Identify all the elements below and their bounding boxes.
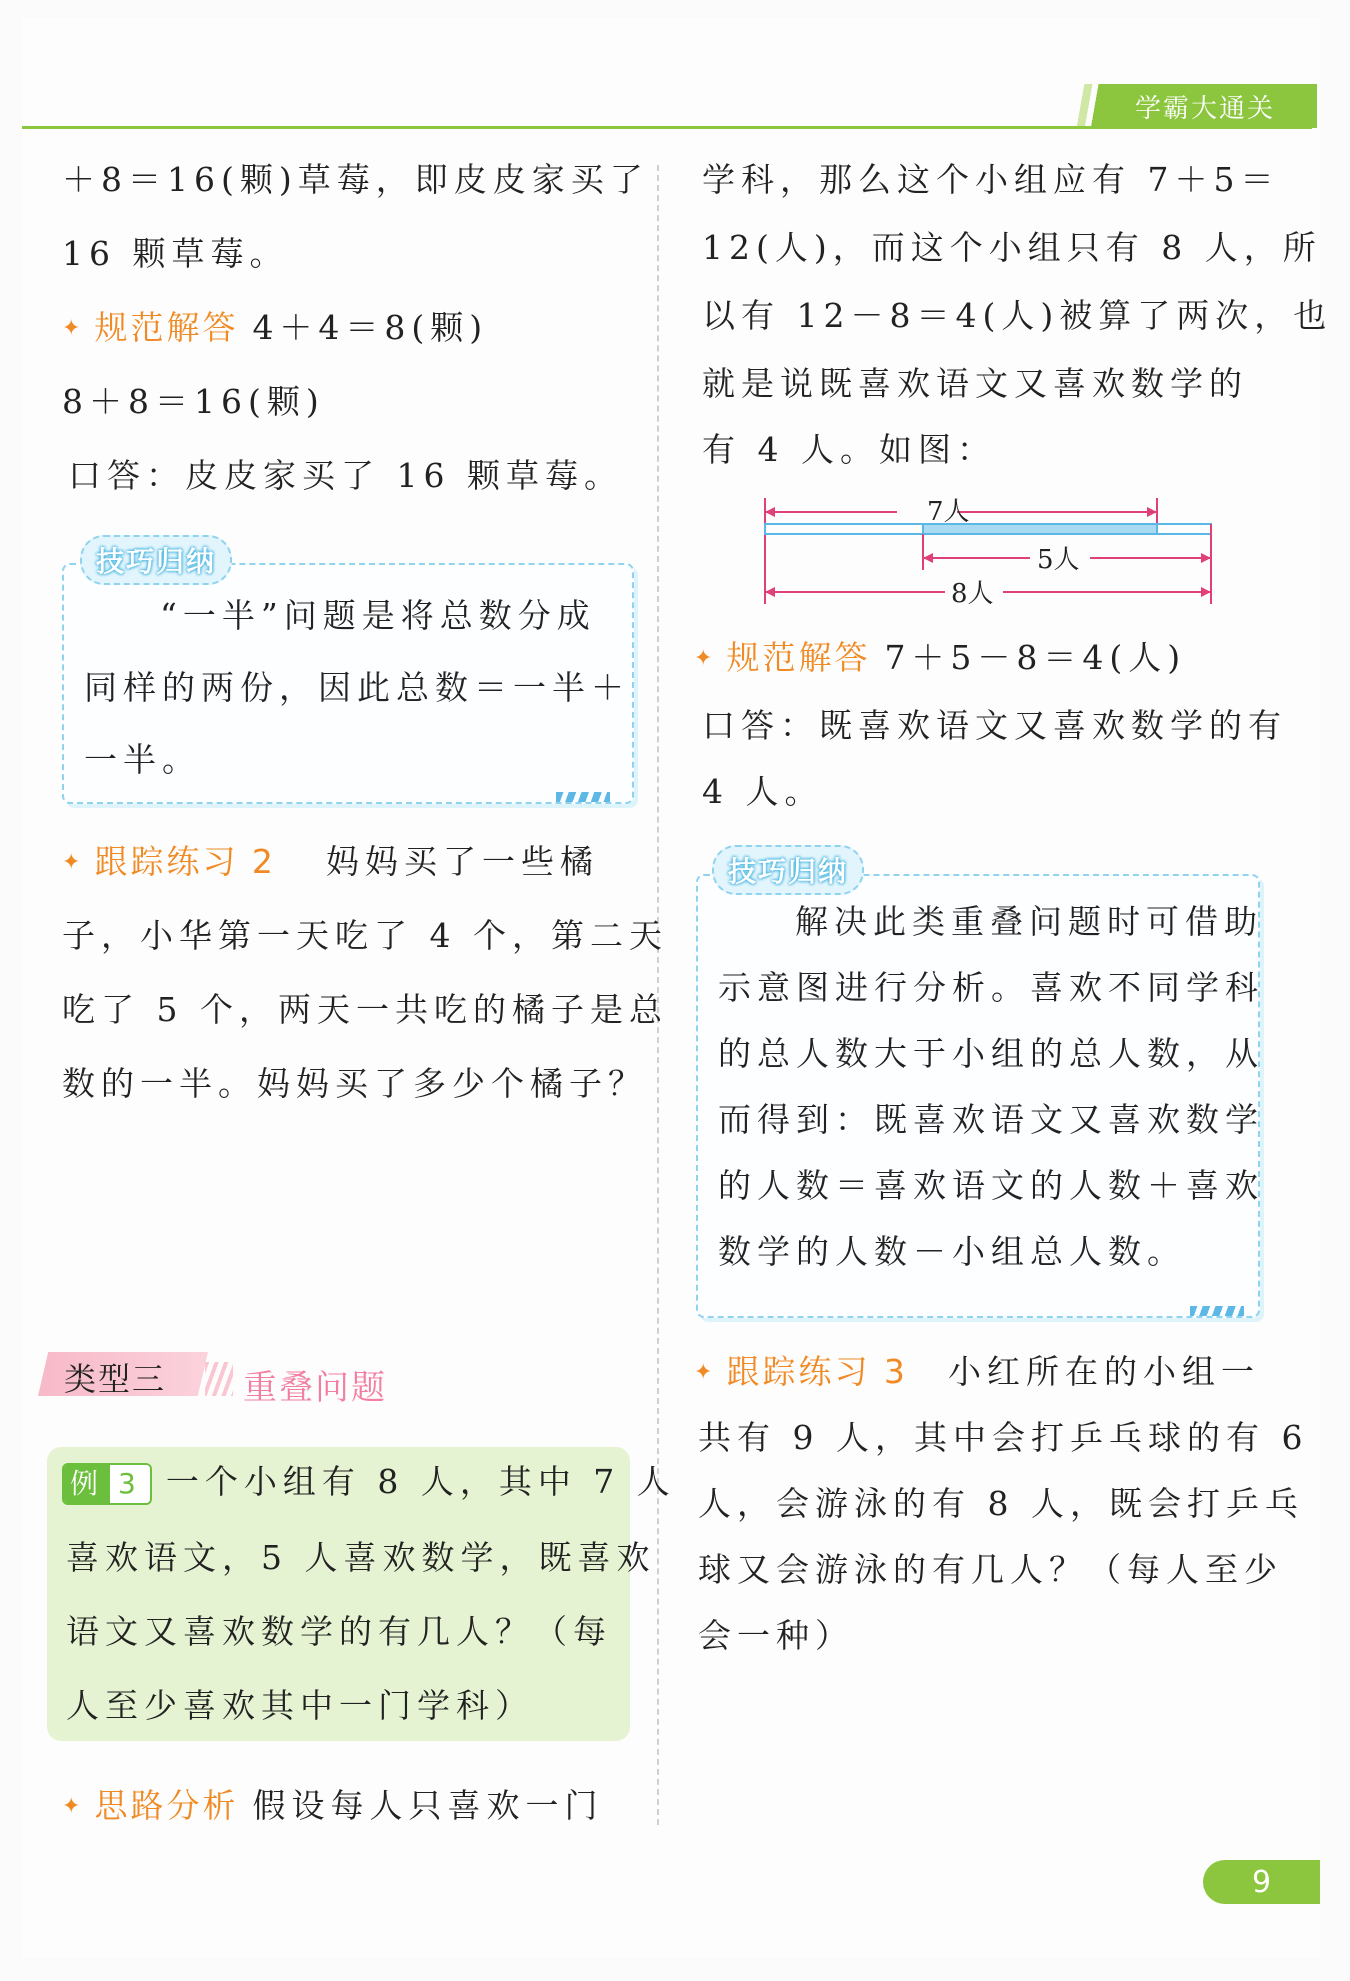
analysis-line	[62, 1786, 603, 1831]
text-line: 就是说既喜欢语文又喜欢数学的	[702, 364, 1248, 403]
type-decoration	[205, 1362, 233, 1396]
text-line: 口答：皮皮家买了 16 颗草莓。	[68, 456, 623, 495]
example-badge	[62, 1463, 152, 1505]
diagram-label-chinese: 7人	[927, 497, 970, 527]
tip-stripes	[556, 792, 610, 802]
practice-text: 子，小华第一天吃了 4 个，第二天	[62, 916, 668, 955]
example-text: 语文又喜欢数学的有几人？（每	[66, 1612, 612, 1651]
analysis-label: 思路分析	[94, 1786, 239, 1825]
arrowhead	[923, 553, 933, 563]
answer-text: 7＋5－8＝4(人)	[884, 638, 1187, 677]
practice-text: 球又会游泳的有几人？（每人至少	[698, 1550, 1283, 1589]
arrowhead	[1201, 587, 1211, 597]
text-line: 口答：既喜欢语文又喜欢数学的有	[702, 706, 1287, 745]
example-badge-number: 3	[110, 1465, 150, 1503]
tip-text: 一半。	[84, 740, 201, 779]
text-line: 12(人)，而这个小组只有 8 人，所	[702, 228, 1322, 267]
arrowhead	[1147, 507, 1157, 517]
tip-text: 解决此类重叠问题时可借助	[795, 902, 1263, 941]
answer-line	[62, 308, 488, 353]
tip-text: “一半”问题是将总数分成	[160, 596, 596, 635]
practice-text: 数的一半。妈妈买了多少个橘子？	[62, 1064, 647, 1103]
star-icon: ✦	[694, 646, 719, 671]
star-icon: ✦	[62, 850, 87, 875]
diagram-label-total: 8人	[951, 579, 994, 609]
practice-text: 小红所在的小组一	[947, 1352, 1260, 1391]
arrowhead	[765, 587, 775, 597]
answer-label: 规范解答	[726, 638, 871, 677]
arrowhead	[765, 507, 775, 517]
answer-label: 规范解答	[94, 308, 239, 347]
tip-text: 的人数＝喜欢语文的人数＋喜欢	[718, 1166, 1264, 1205]
text-line: 8＋8＝16(颗)	[62, 382, 325, 421]
practice-text: 共有 9 人，其中会打乒乓球的有 6	[698, 1418, 1309, 1457]
answer-text: 4＋4＝8(颗)	[252, 308, 489, 347]
tip-text: 同样的两份，因此总数＝一半＋	[84, 668, 630, 707]
practice-text: 人，会游泳的有 8 人，既会打乒乓	[698, 1484, 1304, 1523]
practice-line	[62, 842, 599, 887]
practice-line	[694, 1352, 1260, 1397]
type-label: 类型三	[64, 1360, 167, 1398]
text-line: 有 4 人。如图：	[702, 430, 996, 469]
tip-badge: 技巧归纳	[80, 535, 232, 585]
header-title: 学霸大通关	[1134, 93, 1275, 124]
tip-text: 示意图进行分析。喜欢不同学科	[718, 968, 1264, 1007]
tip-text: 而得到：既喜欢语文又喜欢数学	[718, 1100, 1264, 1139]
practice-label: 跟踪练习 2	[94, 842, 276, 881]
arrowhead	[1201, 553, 1211, 563]
text-line: 16 颗草莓。	[62, 234, 289, 273]
answer-line	[694, 638, 1186, 683]
header-rule	[22, 126, 1312, 129]
text-line: 学科，那么这个小组应有 7＋5＝	[702, 160, 1280, 199]
star-icon: ✦	[694, 1360, 719, 1385]
page-number: 9	[1203, 1860, 1320, 1904]
diagram-label-math: 5人	[1037, 545, 1080, 575]
practice-text: 会一种）	[698, 1616, 854, 1655]
example-text: 人至少喜欢其中一门学科）	[66, 1686, 534, 1725]
practice-text: 妈妈买了一些橘	[325, 842, 599, 881]
tip-badge: 技巧归纳	[712, 845, 864, 895]
text-line: ＋8＝16(颗)草莓，即皮皮家买了	[62, 160, 649, 199]
example-badge-prefix: 例	[64, 1465, 110, 1503]
star-icon: ✦	[62, 316, 87, 341]
practice-text: 吃了 5 个，两天一共吃的橘子是总	[62, 990, 668, 1029]
example-text: 一个小组有 8 人，其中 7 人	[165, 1462, 676, 1501]
text-line: 以有 12－8＝4(人)被算了两次，也	[702, 296, 1333, 335]
type-title: 重叠问题	[243, 1368, 387, 1408]
practice-label: 跟踪练习 3	[726, 1352, 908, 1391]
analysis-text: 假设每人只喜欢一门	[252, 1786, 604, 1825]
header-tab	[1062, 84, 1317, 128]
overlap-diagram	[745, 488, 1225, 618]
text-line: 4 人。	[702, 772, 824, 811]
example-text: 喜欢语文，5 人喜欢数学，既喜欢	[66, 1538, 656, 1577]
tip-text: 的总人数大于小组的总人数，从	[718, 1034, 1264, 1073]
star-icon: ✦	[62, 1794, 87, 1819]
tip-text: 数学的人数－小组总人数。	[718, 1232, 1186, 1271]
tip-stripes	[1190, 1306, 1244, 1316]
example-line	[62, 1462, 676, 1505]
